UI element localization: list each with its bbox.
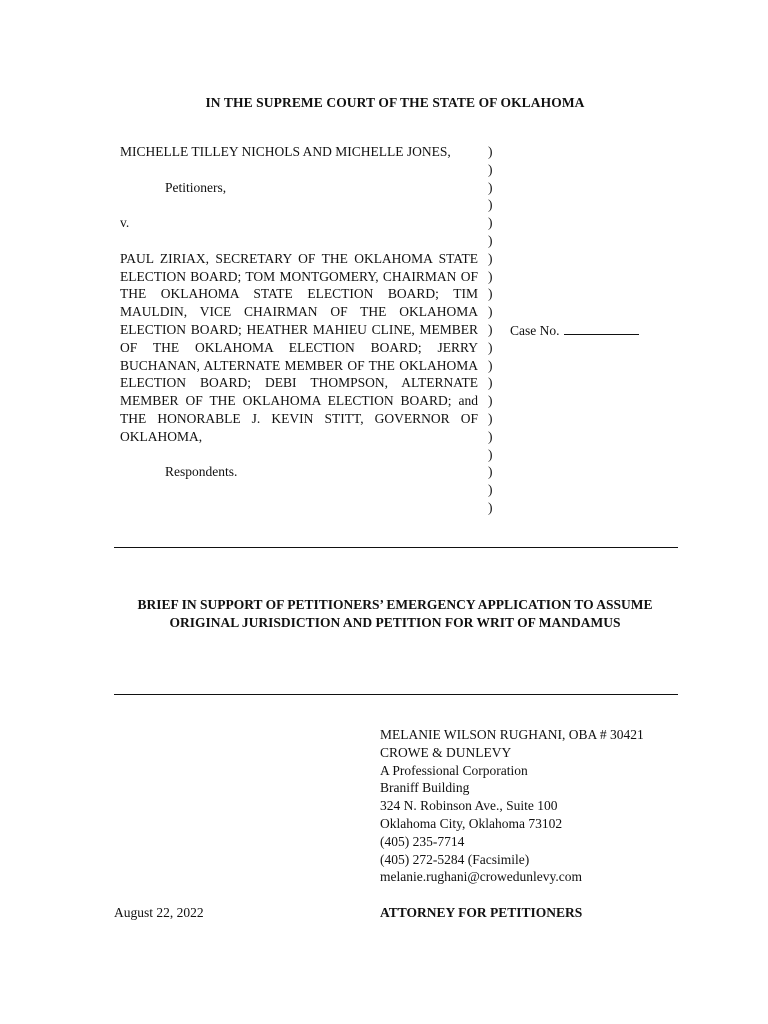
- caption-paren-column: [488, 143, 493, 517]
- caption-paren: ): [488, 268, 493, 284]
- caption-paren: ): [488, 232, 493, 248]
- attorney-name: MELANIE WILSON RUGHANI, OBA # 30421: [380, 727, 644, 742]
- caption-paren: ): [488, 499, 493, 515]
- case-number-label: Case No.: [510, 323, 560, 338]
- case-caption-parties: [120, 143, 478, 481]
- attorney-for-petitioners: ATTORNEY FOR PETITIONERS: [380, 905, 583, 920]
- respondents-label: Respondents.: [165, 464, 238, 480]
- caption-paren: ): [488, 179, 493, 195]
- firm-name: CROWE & DUNLEVY: [380, 744, 512, 760]
- caption-paren: ): [488, 393, 493, 409]
- email-address: melanie.rughani@crowedunlevy.com: [380, 869, 582, 885]
- caption-paren: ): [488, 446, 493, 462]
- caption-paren: ): [488, 410, 493, 426]
- caption-paren: ): [488, 375, 493, 391]
- petitioners-label: Petitioners,: [165, 179, 227, 195]
- caption-spacer: [120, 232, 478, 250]
- caption-spacer: [120, 446, 478, 464]
- caption-paren: ): [488, 482, 493, 498]
- brief-title: BRIEF IN SUPPORT OF PETITIONERS’ EMERGENCY APPLICATION TO ASSUME ORIGINAL JURISDICTION AND PETITION FOR WRIT OF MANDAMUS: [137, 597, 653, 630]
- respondents-names: PAUL ZIRIAX, SECRETARY OF THE OKLAHOMA STATE ELECTION BOARD; TOM MONTGOMERY, CHAIRMAN OF THE OKLAHOMA STATE ELECTION BOARD; TIM MAULDIN, VICE CHAIRMAN OF THE OKLAHOMA ELECTION BOARD; HEATHER MAHIEU CLINE, MEMBER OF THE OKLAHOMA ELECTION BOARD; JERRY BUCHANAN, ALTERNATE MEMBER OF THE OKLAHOMA ELECTION BOARD; DEBI THOMPSON, ALTERNATE MEMBER OF THE OKLAHOMA ELECTION BOARD; and THE HONORABLE J. KEVIN STITT, GOVERNOR OF OKLAHOMA,: [120, 250, 478, 444]
- versus-label: v.: [120, 215, 130, 231]
- caption-paren: ): [488, 197, 493, 213]
- filing-date: August 22, 2022: [114, 905, 204, 920]
- firm-type: A Professional Corporation: [380, 762, 528, 778]
- divider-bottom: [114, 694, 678, 695]
- fax-number: (405) 272-5284 (Facsimile): [380, 851, 530, 867]
- phone-number: (405) 235-7714: [380, 833, 465, 849]
- court-title: IN THE SUPREME COURT OF THE STATE OF OKLAHOMA: [205, 95, 585, 110]
- caption-paren: ): [488, 250, 493, 266]
- divider-top: [114, 547, 678, 548]
- caption-paren: ): [488, 286, 493, 302]
- caption-paren: ): [488, 215, 493, 231]
- caption-paren: ): [488, 161, 493, 177]
- street-address: 324 N. Robinson Ave., Suite 100: [380, 798, 558, 814]
- case-number-blank: [564, 321, 639, 335]
- caption-paren: ): [488, 428, 493, 444]
- petitioners-names: MICHELLE TILLEY NICHOLS AND MICHELLE JONES,: [120, 144, 451, 159]
- caption-paren: ): [488, 144, 493, 159]
- caption-paren: ): [488, 304, 493, 320]
- caption-paren: ): [488, 339, 493, 355]
- caption-spacer: [120, 196, 478, 214]
- caption-paren: ): [488, 464, 493, 480]
- caption-paren: ): [488, 321, 493, 337]
- building-name: Braniff Building: [380, 780, 470, 796]
- attorney-signature-block: [380, 726, 644, 886]
- case-number: [510, 321, 639, 340]
- caption-spacer: [120, 161, 478, 179]
- city-state-zip: Oklahoma City, Oklahoma 73102: [380, 815, 563, 831]
- caption-paren: ): [488, 357, 493, 373]
